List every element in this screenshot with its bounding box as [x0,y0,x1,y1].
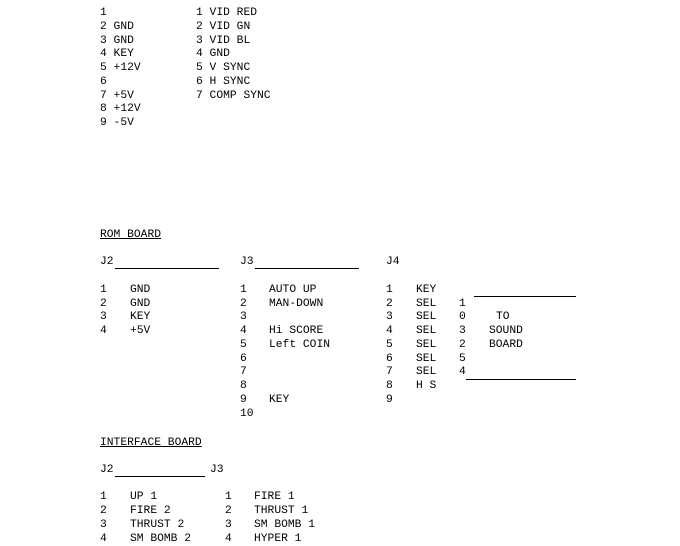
pin-signal: KEY [416,284,437,296]
pin-number: 4 [100,325,107,337]
pin-number: 7 [240,366,247,378]
rom-j3-label: J3 [240,256,254,268]
to-sound-line: SOUND [489,325,523,337]
top-right-pin: 5 V SYNC [196,62,251,74]
select-number: 5 [459,353,466,365]
pin-signal: SEL [416,311,437,323]
interface-j2-label: J2 [100,464,114,476]
pin-number: 9 [386,394,393,406]
pin-signal: SM BOMB 1 [254,519,316,531]
pin-signal: SEL [416,298,437,310]
pin-signal: FIRE 2 [130,505,171,517]
top-right-pin: 2 VID GN [196,21,251,33]
top-right-pin: 3 VID BL [196,35,251,47]
top-left-pin: 3 GND [100,35,134,47]
select-number: 1 [459,298,466,310]
sound-bracket-top-rule [474,296,576,297]
pin-signal: KEY [269,394,290,406]
top-right-pin: 7 COMP SYNC [196,90,271,102]
select-number: 0 [459,311,466,323]
pin-number: 6 [386,353,393,365]
top-left-pin: 5 +12V [100,62,141,74]
pin-signal: FIRE 1 [254,491,295,503]
pin-number: 3 [386,311,393,323]
pin-number: 8 [386,380,393,392]
pin-signal: THRUST 2 [130,519,185,531]
pin-number: 2 [240,298,247,310]
top-right-pin: 4 GND [196,48,230,60]
top-left-pin: 9 -5V [100,117,134,129]
pin-number: 1 [225,491,232,503]
select-number: 3 [459,325,466,337]
pin-number: 1 [100,491,107,503]
pin-number: 2 [386,298,393,310]
pin-number: 2 [100,505,107,517]
pin-number: 1 [100,284,107,296]
pin-signal: SEL [416,325,437,337]
top-right-pin: 1 VID RED [196,7,258,19]
pin-number: 8 [240,380,247,392]
pin-number: 6 [240,353,247,365]
pin-signal: SEL [416,339,437,351]
pin-number: 4 [225,533,232,545]
rom-j3-rule [255,268,359,269]
pin-signal: H S [416,380,437,392]
pin-signal: MAN-DOWN [269,298,324,310]
pin-number: 4 [100,533,107,545]
pin-signal: HYPER 1 [254,533,302,545]
top-left-pin: 8 +12V [100,103,141,115]
to-sound-line: BOARD [489,339,523,351]
pin-signal: KEY [130,311,151,323]
pin-signal: SEL [416,353,437,365]
pin-number: 4 [240,325,247,337]
select-number: 2 [459,339,466,351]
pin-number: 2 [100,298,107,310]
select-number: 4 [459,366,466,378]
pin-signal: GND [130,298,151,310]
interface-j3-label: J3 [210,464,224,476]
pin-signal: THRUST 1 [254,505,309,517]
top-right-pin: 6 H SYNC [196,76,251,88]
pin-number: 10 [240,408,254,420]
sound-bracket-bottom-rule [466,379,576,380]
pin-number: 3 [225,519,232,531]
pin-number: 3 [100,311,107,323]
pin-number: 5 [386,339,393,351]
top-left-pin: 4 KEY [100,48,134,60]
pin-number: 7 [386,366,393,378]
pin-number: 9 [240,394,247,406]
top-left-pin: 6 [100,76,107,88]
pin-number: 1 [386,284,393,296]
pin-signal: Hi SCORE [269,325,324,337]
pin-signal: SEL [416,366,437,378]
to-sound-line: TO [496,311,510,323]
pin-signal: Left COIN [269,339,331,351]
pin-number: 1 [240,284,247,296]
pin-signal: +5V [130,325,151,337]
interface-j2-rule [115,476,205,477]
pin-number: 4 [386,325,393,337]
pin-number: 3 [240,311,247,323]
pin-number: 5 [240,339,247,351]
interface-board-title: INTERFACE BOARD [100,437,202,449]
rom-board-title: ROM BOARD [100,229,162,241]
pin-signal: UP 1 [130,491,158,503]
pin-signal: AUTO UP [269,284,317,296]
rom-j4-label: J4 [386,256,400,268]
top-left-pin: 1 [100,7,107,19]
top-left-pin: 7 +5V [100,90,134,102]
pin-number: 3 [100,519,107,531]
pin-signal: SM BOMB 2 [130,533,192,545]
rom-j2-label: J2 [100,256,114,268]
pin-number: 2 [225,505,232,517]
top-left-pin: 2 GND [100,21,134,33]
rom-j2-rule [115,268,219,269]
pin-signal: GND [130,284,151,296]
